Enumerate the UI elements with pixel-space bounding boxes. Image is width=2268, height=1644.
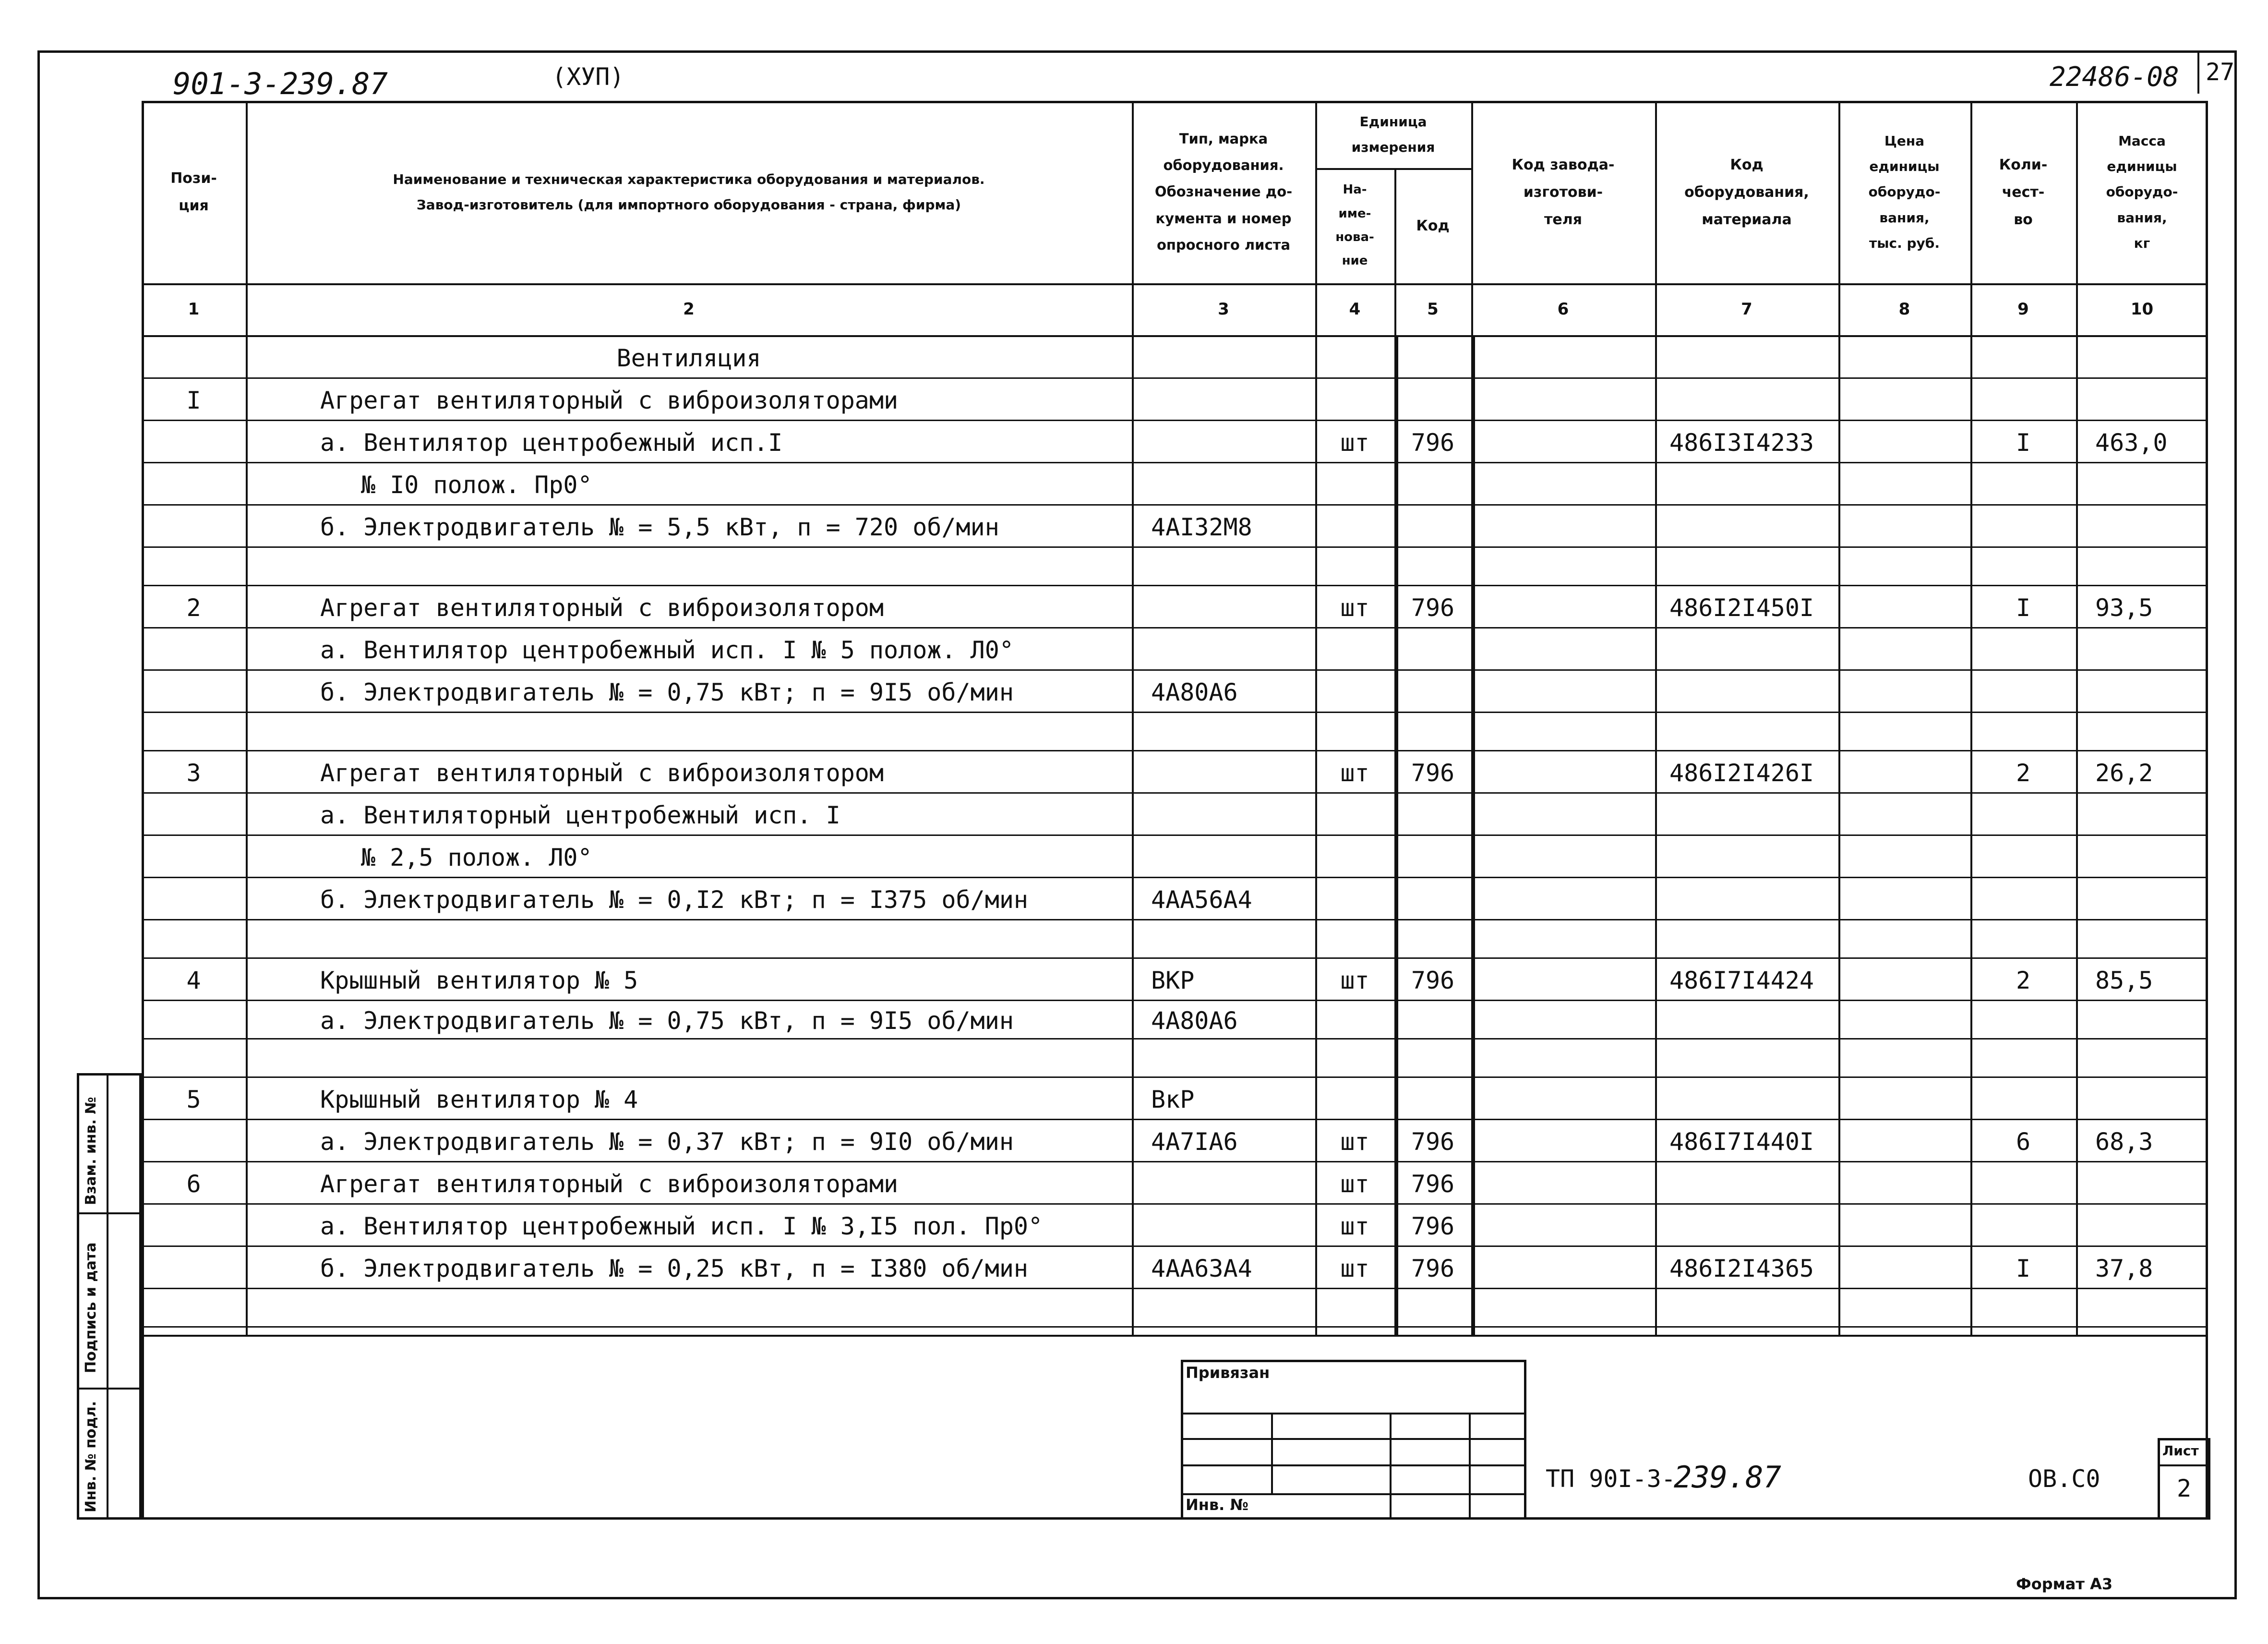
header-equipment-code: Код оборудования, материала bbox=[1684, 156, 1809, 228]
column-number: 1 bbox=[188, 300, 200, 319]
table-row bbox=[0, 834, 2268, 877]
section-title: Вентиляция bbox=[616, 344, 761, 372]
table-row bbox=[0, 1000, 2268, 1038]
header-factory-code: Код завода- изготови- теля bbox=[1512, 156, 1615, 228]
mass-cell: 463,0 bbox=[2095, 429, 2168, 457]
name-cell: а. Вентилятор центробежный исп. I № 3,I5 пол. Пр0° bbox=[320, 1212, 1043, 1240]
sheet-box-line bbox=[2158, 1464, 2210, 1466]
type-cell: 4АI32М8 bbox=[1151, 513, 1252, 541]
table-row bbox=[0, 1161, 2268, 1203]
equipment-code-cell: 486I7I440I bbox=[1669, 1128, 1814, 1156]
side-label-inventory: Инв. № подл. bbox=[83, 1401, 99, 1512]
quantity-cell: 2 bbox=[2016, 759, 2031, 787]
name-cell: б. Электродвигатель № = 0,25 кВт, п = I380 об/мин bbox=[320, 1255, 1029, 1282]
table-row bbox=[0, 919, 2268, 957]
column-number: 2 bbox=[683, 300, 695, 319]
quantity-cell: 6 bbox=[2016, 1128, 2031, 1156]
side-label-replace: Взам. инв. № bbox=[83, 1097, 99, 1205]
unit-code-cell: 796 bbox=[1411, 759, 1455, 787]
name-cell: а. Вентиляторный центробежный исп. I bbox=[320, 801, 840, 829]
table-row bbox=[0, 1203, 2268, 1245]
position-cell: 6 bbox=[186, 1170, 201, 1198]
name-cell: Крышный вентилятор № 5 bbox=[320, 967, 638, 994]
table-row bbox=[0, 335, 2268, 377]
unit-code-cell: 796 bbox=[1411, 1128, 1455, 1156]
table-row bbox=[0, 420, 2268, 462]
header-price: Цена единицы оборудо- вания, тыс. руб. bbox=[1868, 133, 1941, 251]
stamp-line-c bbox=[1181, 1464, 1526, 1466]
column-number: 6 bbox=[1557, 300, 1569, 319]
stamp-col-c bbox=[1469, 1413, 1471, 1520]
table-row bbox=[0, 1245, 2268, 1288]
table-row bbox=[0, 877, 2268, 919]
name-cell: б. Электродвигатель № = 5,5 кВт, п = 720 об/мин bbox=[320, 513, 999, 541]
side-label-signature: Подпись и дата bbox=[83, 1242, 99, 1373]
sheet-label: Лист bbox=[2162, 1443, 2199, 1459]
table-row bbox=[0, 669, 2268, 712]
position-cell: 4 bbox=[186, 967, 201, 994]
side-line-1 bbox=[77, 1212, 142, 1214]
unit-code-cell: 796 bbox=[1411, 967, 1455, 994]
inventory-handwritten: 22486-08 bbox=[2050, 61, 2179, 93]
position-cell: 3 bbox=[186, 759, 201, 787]
name-cell: а. Вентилятор центробежный исп.I bbox=[320, 429, 783, 457]
name-cell: № 2,5 полож. Л0° bbox=[361, 844, 592, 871]
quantity-cell: I bbox=[2016, 429, 2031, 457]
column-number: 8 bbox=[1898, 300, 1910, 319]
quantity-cell: I bbox=[2016, 1255, 2031, 1282]
unit-cell: шт bbox=[1340, 759, 1369, 787]
section-label: (ХУП) bbox=[552, 63, 624, 91]
position-cell: 2 bbox=[186, 594, 201, 622]
type-cell: 4АА63А4 bbox=[1151, 1255, 1252, 1282]
mass-cell: 68,3 bbox=[2095, 1128, 2153, 1156]
unit-code-cell: 796 bbox=[1411, 1212, 1455, 1240]
table-row bbox=[0, 957, 2268, 1000]
side-mid-line bbox=[107, 1073, 108, 1520]
equipment-code-cell: 486I2I450I bbox=[1669, 594, 1814, 622]
table-row bbox=[0, 627, 2268, 669]
header-position: Пози- ция bbox=[170, 170, 217, 214]
page-number: 27 bbox=[2206, 58, 2235, 86]
equipment-code-cell: 486I2I4365 bbox=[1669, 1255, 1814, 1282]
name-cell: а. Электродвигатель № = 0,75 кВт, п = 9I5 об/мин bbox=[320, 1007, 1014, 1035]
format-label: Формат А3 bbox=[2016, 1575, 2113, 1593]
name-cell: Агрегат вентиляторный с виброизолятором bbox=[320, 594, 884, 622]
column-number: 5 bbox=[1427, 300, 1439, 319]
name-cell: а. Электродвигатель № = 0,37 кВт; п = 9I0 об/мин bbox=[320, 1128, 1014, 1156]
unit-code-cell: 796 bbox=[1411, 429, 1455, 457]
quantity-cell: I bbox=[2016, 594, 2031, 622]
unit-code-cell: 796 bbox=[1411, 1170, 1455, 1198]
table-body-end bbox=[142, 1335, 2208, 1337]
name-cell: а. Вентилятор центробежный исп. I № 5 полож. Л0° bbox=[320, 636, 1014, 664]
unit-cell: шт bbox=[1340, 1128, 1369, 1156]
mass-cell: 37,8 bbox=[2095, 1255, 2153, 1282]
designation-handwritten: 239.87 bbox=[1674, 1460, 1781, 1495]
mass-cell: 85,5 bbox=[2095, 967, 2153, 994]
name-cell: Агрегат вентиляторный с виброизолятором bbox=[320, 759, 884, 787]
unit-code-cell: 796 bbox=[1411, 594, 1455, 622]
header-unit-code: Код bbox=[1416, 217, 1450, 234]
mass-cell: 26,2 bbox=[2095, 759, 2153, 787]
name-cell: Крышный вентилятор № 4 bbox=[320, 1086, 638, 1113]
stamp-line-b bbox=[1181, 1438, 1526, 1440]
table-row bbox=[0, 504, 2268, 546]
unit-cell: шт bbox=[1340, 1212, 1369, 1240]
column-number: 9 bbox=[2017, 300, 2029, 319]
unit-cell: шт bbox=[1340, 967, 1369, 994]
unit-cell: шт bbox=[1340, 1170, 1369, 1198]
column-number: 3 bbox=[1218, 300, 1229, 319]
stamp-inv-label: Инв. № bbox=[1186, 1496, 1248, 1514]
table-row bbox=[0, 462, 2268, 504]
stamp-line-d bbox=[1181, 1493, 1526, 1495]
stamp-col-a bbox=[1271, 1413, 1273, 1493]
header-unit-name: На- име- нова- ние bbox=[1335, 182, 1374, 268]
unit-cell: шт bbox=[1340, 1255, 1369, 1282]
name-cell: б. Электродвигатель № = 0,75 кВт; п = 9I5 об/мин bbox=[320, 678, 1014, 706]
header-type: Тип, марка оборудования. Обозначение до- кумента и номер опросного листа bbox=[1154, 131, 1293, 253]
sheet-number: 2 bbox=[2177, 1475, 2192, 1502]
table-row bbox=[0, 377, 2268, 420]
name-cell: Агрегат вентиляторный с виброизоляторами bbox=[320, 1170, 899, 1198]
unit-cell: шт bbox=[1340, 429, 1369, 457]
doc-code-handwritten: 901-3-239.87 bbox=[173, 66, 388, 101]
position-cell: 5 bbox=[186, 1086, 201, 1113]
table-row bbox=[0, 792, 2268, 834]
drawing-mark: ОВ.С0 bbox=[2028, 1465, 2100, 1493]
type-cell: 4А80А6 bbox=[1151, 1007, 1238, 1035]
table-row bbox=[0, 1119, 2268, 1161]
header-unit: Единица измерения bbox=[1351, 113, 1435, 155]
table-row bbox=[0, 1038, 2268, 1076]
header-quantity: Коли- чест- во bbox=[1999, 156, 2048, 228]
table-row bbox=[0, 750, 2268, 792]
name-cell: Агрегат вентиляторный с виброизоляторами bbox=[320, 387, 899, 414]
type-cell: 4А80А6 bbox=[1151, 678, 1238, 706]
table-row bbox=[0, 1288, 2268, 1326]
table-row bbox=[0, 712, 2268, 750]
type-cell: 4АА56А4 bbox=[1151, 886, 1252, 914]
column-number: 7 bbox=[1741, 300, 1752, 319]
type-cell: ВКР bbox=[1151, 967, 1195, 994]
equipment-code-cell: 486I3I4233 bbox=[1669, 429, 1814, 457]
equipment-code-cell: 486I7I4424 bbox=[1669, 967, 1814, 994]
position-cell: I bbox=[186, 387, 201, 414]
table-row bbox=[0, 585, 2268, 627]
side-line-2 bbox=[77, 1388, 142, 1390]
header-mass: Масса единицы оборудо- вания, кг bbox=[2106, 133, 2178, 251]
type-cell: 4А7IА6 bbox=[1151, 1128, 1238, 1156]
column-number: 4 bbox=[1349, 300, 1361, 319]
stamp-col-b bbox=[1390, 1413, 1392, 1520]
unit-code-cell: 796 bbox=[1411, 1255, 1455, 1282]
stamp-bound-label: Привязан bbox=[1186, 1364, 1270, 1382]
row-line bbox=[142, 1326, 2208, 1328]
table-row bbox=[0, 1076, 2268, 1119]
mass-cell: 93,5 bbox=[2095, 594, 2153, 622]
quantity-cell: 2 bbox=[2016, 967, 2031, 994]
name-cell: № I0 полож. Пр0° bbox=[361, 471, 592, 499]
table-row bbox=[0, 546, 2268, 585]
type-cell: ВкР bbox=[1151, 1086, 1195, 1113]
header-name: Наименование и техническая характеристика оборудования и материалов. Завод-изготовитель (для импортного оборудования - страна, фирма) bbox=[393, 171, 985, 213]
column-number: 10 bbox=[2130, 300, 2154, 319]
name-cell: б. Электродвигатель № = 0,I2 кВт; п = I375 об/мин bbox=[320, 886, 1029, 914]
designation-prefix: ТП 90I-3- bbox=[1546, 1465, 1676, 1493]
stamp-line-a bbox=[1181, 1413, 1526, 1414]
equipment-code-cell: 486I2I426I bbox=[1669, 759, 1814, 787]
unit-cell: шт bbox=[1340, 594, 1369, 622]
